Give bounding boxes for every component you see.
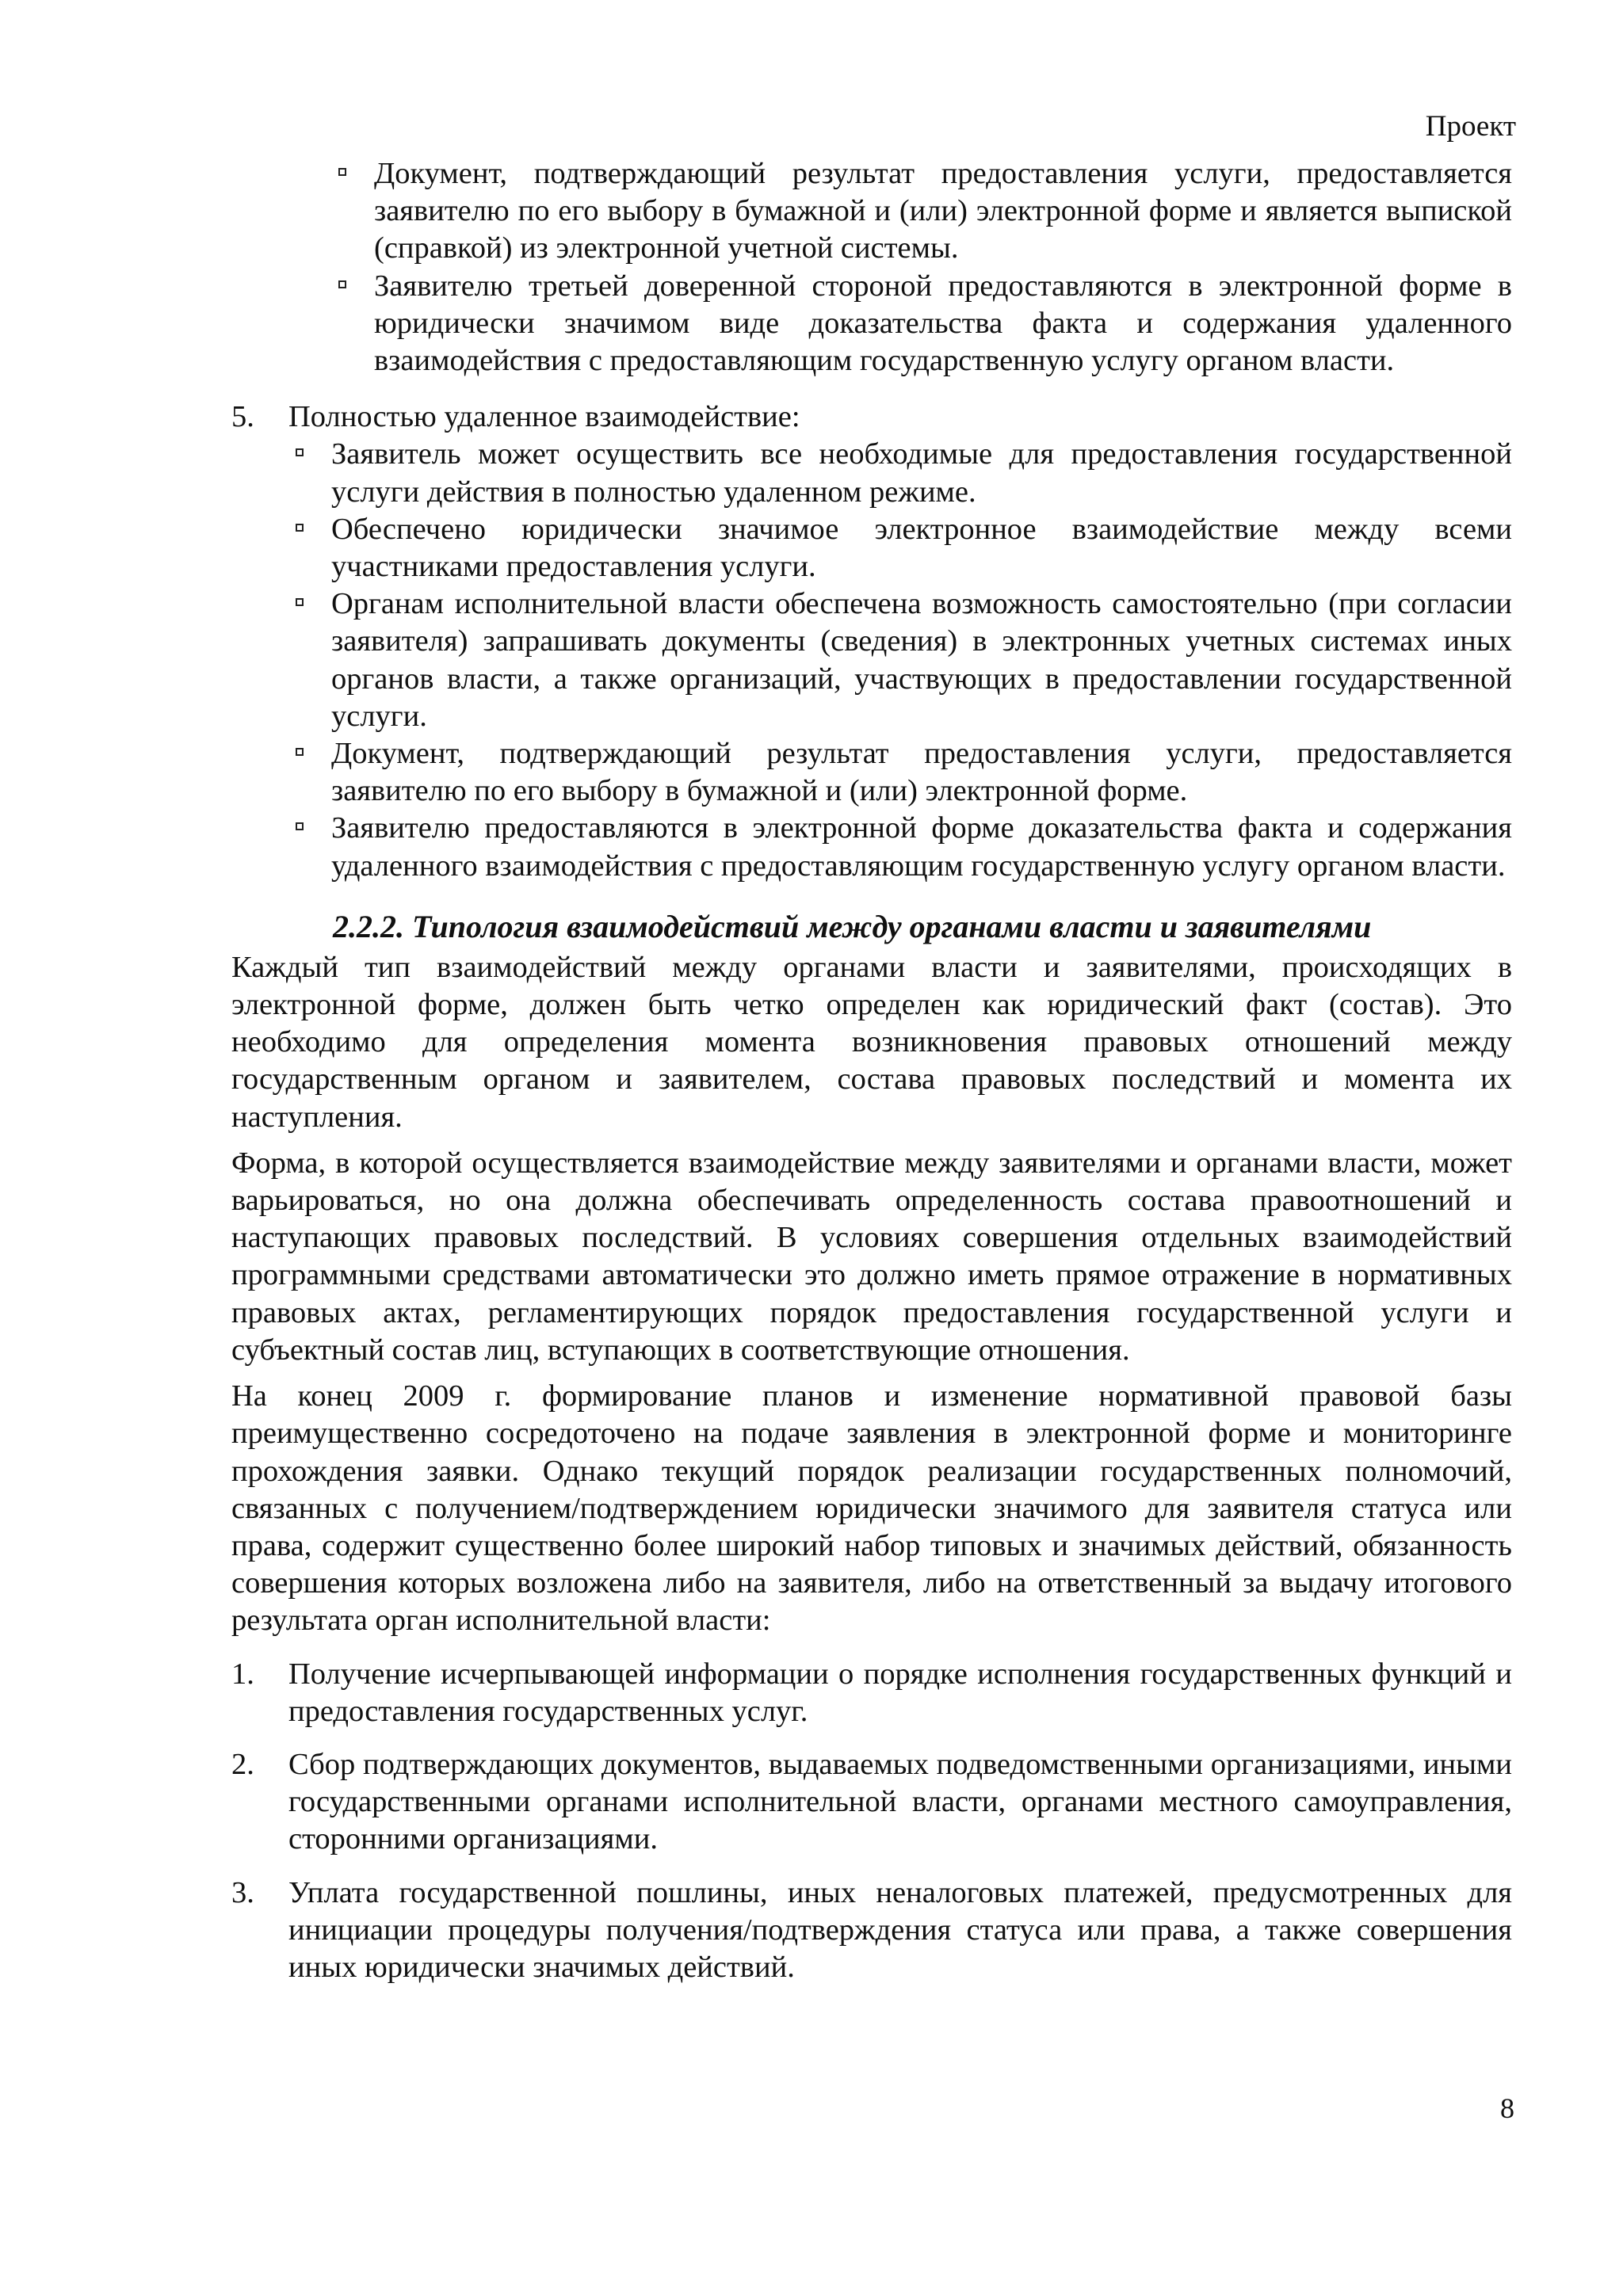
item5-bullet-list bbox=[288, 436, 1512, 884]
square-bullet-icon bbox=[296, 448, 304, 456]
paragraph: На конец 2009 г. формирование планов и изменение нормативной правовой базы преимущественно сосредоточено на подаче заявления в электронной форме и мониторинге прохождения заявки. Однако текущий порядок реализации государственных полномочий, связанных с получением/подтверждением юридически значимого для заявителя статуса или права, содержит существенно более широкий набор типовых и значимых действий, обязанность совершения которых возложена либо на заявителя, либо на ответственный за выдачу итогового результата орган исполнительной власти: bbox=[231, 1379, 1512, 1638]
page-number: 8 bbox=[1500, 2092, 1514, 2124]
numbered-item-5 bbox=[231, 399, 1512, 436]
item-number: 3. bbox=[231, 1875, 254, 1909]
header-label: Проект bbox=[1425, 110, 1516, 143]
paragraph: Форма, в которой осуществляется взаимодействие между заявителями и органами власти, может варьироваться, но она должна обеспечивать определенность состава правоотношений и наступающих правовых последствий. В условиях совершения отдельных взаимодействий программными средствами автоматически это должно иметь прямое отражение в нормативных правовых актах, регламентирующих порядок предоставления государственной услуги и субъектный состав лиц, вступающих в соответствующие отношения. bbox=[231, 1146, 1512, 1367]
numbered-item-3 bbox=[231, 1875, 1512, 1987]
item-number: 1. bbox=[231, 1657, 254, 1691]
list-item: Органам исполнительной власти обеспечена возможность самостоятельно (при согласии заявителя) запрашивать документы (сведения) в электронных учетных системах иных органов власти, а также организаций, участвующих в предоставлении государственной услуги. bbox=[288, 585, 1512, 735]
square-bullet-icon bbox=[296, 748, 304, 756]
list-item: Заявителю предоставляются в электронной форме доказательства факта и содержания удаленного взаимодействия с предоставляющим государственную услугу органом власти. bbox=[288, 810, 1512, 884]
item-title: Полностью удаленное взаимодействие: bbox=[288, 400, 800, 434]
list-item: Документ, подтверждающий результат предоставления услуги, предоставляется заявителю по его выбору в бумажной и (или) электронной форме и является выпиской (справкой) из электронной учетной системы. bbox=[331, 155, 1512, 268]
item-number: 2. bbox=[231, 1747, 254, 1781]
item-text: Уплата государственной пошлины, иных неналоговых платежей, предусмотренных для инициации процедуры получения/подтверждения статуса или права, а также совершения иных юридически значимых действий. bbox=[288, 1875, 1512, 1984]
item-text: Получение исчерпывающей информации о порядке исполнения государственных функций и предоставления государственных услуг. bbox=[288, 1657, 1512, 1728]
list-item: Заявитель может осуществить все необходимые для предоставления государственной услуги действия в полностью удаленном режиме. bbox=[288, 436, 1512, 510]
square-bullet-icon bbox=[338, 168, 346, 176]
square-bullet-icon bbox=[296, 598, 304, 606]
square-bullet-icon bbox=[296, 822, 304, 830]
top-bullet-list bbox=[331, 155, 1512, 379]
list-item: Обеспечено юридически значимое электронное взаимодействие между всеми участниками предоставления услуги. bbox=[288, 511, 1512, 585]
paragraph: Каждый тип взаимодействий между органами власти и заявителями, происходящих в электронной форме, должен быть четко определен как юридический факт (состав). Это необходимо для определения момента возникновения правовых отношений между государственным органом и заявителем, состава правовых последствий и момента их наступления. bbox=[231, 950, 1512, 1134]
numbered-item-1 bbox=[231, 1656, 1512, 1730]
item-text: Сбор подтверждающих документов, выдаваемых подведомственными организациями, иными государственными органами исполнительной власти, органами местного самоуправления, сторонними организациями. bbox=[288, 1747, 1512, 1856]
section-heading: 2.2.2. Типология взаимодействий между органами власти и заявителями bbox=[333, 908, 1372, 944]
square-bullet-icon bbox=[338, 280, 346, 288]
square-bullet-icon bbox=[296, 524, 304, 532]
numbered-item-2 bbox=[231, 1746, 1512, 1859]
item-number: 5. bbox=[231, 400, 254, 434]
list-item: Заявителю третьей доверенной стороной предоставляются в электронной форме в юридически значимом виде доказательства факта и содержания удаленного взаимодействия с предоставляющим государственную услугу органом власти. bbox=[331, 268, 1512, 380]
list-item: Документ, подтверждающий результат предоставления услуги, предоставляется заявителю по его выбору в бумажной и (или) электронной форме. bbox=[288, 735, 1512, 810]
page-content bbox=[231, 155, 1512, 1986]
